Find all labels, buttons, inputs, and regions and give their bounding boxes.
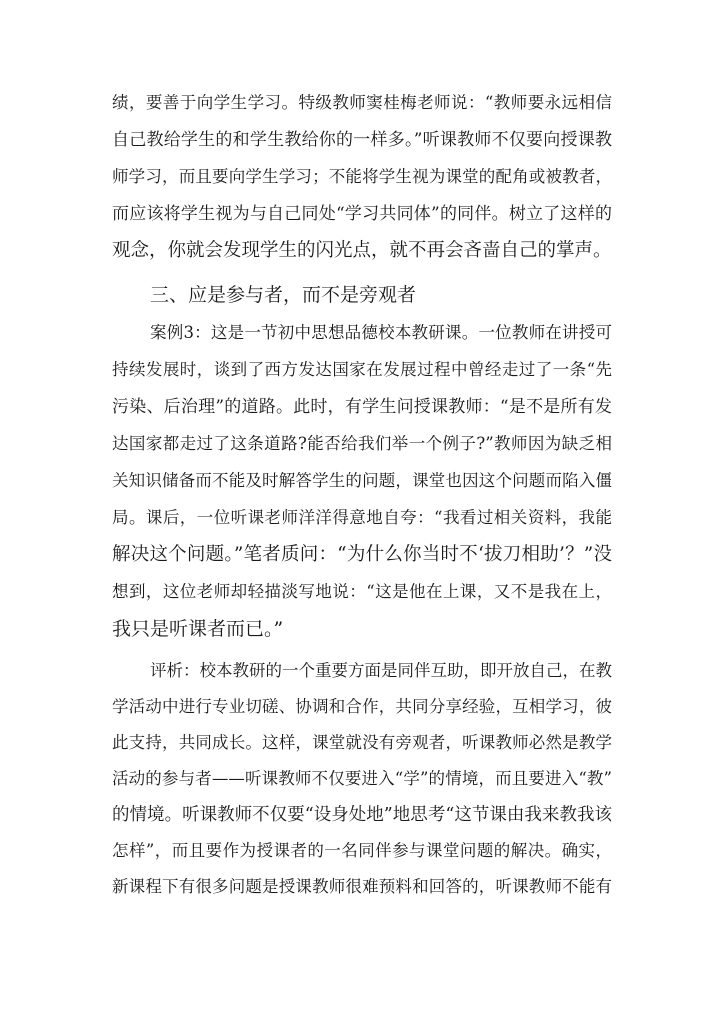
- paragraph-line: 学活动中进行专业切磋、协调和合作，共同分享经验，互相学习，彼: [112, 697, 612, 716]
- paragraph-line: 达国家都走过了这条道路?能否给我们举一个例子?”教师因为缺乏相: [112, 434, 612, 453]
- paragraph-line: 污染、后治理”的道路。此时，有学生问授课教师：“是不是所有发: [112, 397, 612, 417]
- paragraph-line: 绩，要善于向学生学习。特级教师窦桂梅老师说：“教师要永远相信: [112, 93, 612, 112]
- paragraph-line: 怎样”，而且要作为授课者的一名同伴参与课堂问题的解决。确实，: [112, 841, 612, 860]
- paragraph-line: 评析：校本教研的一个重要方面是同伴互助，即开放自己，在教: [150, 661, 612, 680]
- paragraph-line: 局。课后，一位听课老师洋洋得意地自夸：“我看过相关资料，我能: [112, 508, 612, 527]
- paragraph-line: 自己教给学生的和学生教给你的一样多。”听课教师不仅要向授课教: [112, 130, 612, 150]
- paragraph-line: 案例3：这是一节初中思想品德校本教研课。一位教师在讲授可: [150, 323, 612, 342]
- paragraph-line: 想到，这位老师却轻描淡写地说：“这是他在上课，又不是我在上，: [112, 582, 612, 601]
- paragraph-line: 师学习，而且要向学生学习；不能将学生视为课堂的配角或被教者，: [112, 167, 612, 186]
- paragraph-line: 的情境。听课教师不仅要“设身处地”地思考“这节课由我来教我该: [112, 805, 612, 825]
- paragraph-line: 活动的参与者——听课教师不仅要进入“学”的情境，而且要进入“教”: [112, 769, 612, 788]
- paragraph-line: 此支持，共同成长。这样，课堂就没有旁观者，听课教师必然是教学: [112, 733, 612, 752]
- paragraph-line: 持续发展时，谈到了西方发达国家在发展过程中曾经走过了一条“先: [112, 360, 612, 379]
- paragraph-line: 关知识储备而不能及时解答学生的问题，课堂也因这个问题而陷入僵: [112, 471, 612, 490]
- paragraph-line: 观念，你就会发现学生的闪光点，就不再会吝啬自己的掌声。: [112, 240, 612, 261]
- paragraph-line: 而应该将学生视为与自己同处“学习共同体”的同伴。树立了这样的: [112, 204, 612, 224]
- paragraph-line: 解决这个问题。”笔者质问：“为什么你当时不‘拔刀相助’？”没: [112, 544, 612, 565]
- paragraph-line: 新课程下有很多问题是授课教师很难预料和回答的，听课教师不能有: [112, 877, 612, 896]
- section-heading-text: 三、应是参与者，而不是旁观者: [150, 284, 417, 306]
- paragraph-line: 我只是听课者而已。”: [112, 618, 284, 640]
